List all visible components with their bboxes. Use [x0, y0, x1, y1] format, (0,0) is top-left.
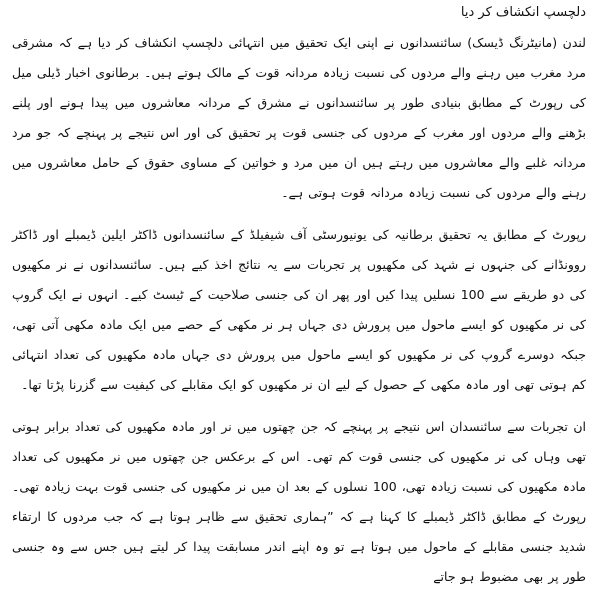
article-paragraph-1: لندن (مانیٹرنگ ڈیسک) سائنسدانوں نے اپنی ایک تحقیق میں انتہائی دلچسپ انکشاف کر دیا ہے کہ مشرقی مرد مغرب میں رہنے والے مردوں کی نسبت زیادہ مردانہ قوت کے مالک ہوتے ہیں۔ برطانوی اخبار ڈیلی میل کی رپورٹ کے مطابق بنیادی طور پر سائنسدانوں نے مشرق کے مردانہ معاشروں میں پیدا ہونے اور پلنے بڑھنے والے مردوں اور مغرب کے مردوں کی جنسی قوت پر تحقیق کی اور اس نتیجے پر پہنچے کہ جو مرد مردانہ غلبے والے معاشروں میں رہتے ہیں ان میں مرد و خواتین کے مساوی حقوق کے حامل معاشروں میں رہنے والے مردوں کی نسبت زیادہ مردانہ قوت ہوتی ہے۔: [12, 35, 586, 200]
article-paragraph-3: ان تجربات سے سائنسدان اس نتیجے پر پہنچے کہ جن چھتوں میں نر اور مادہ مکھیوں کی تعداد برابر ہوتی تھی وہاں کی نر مکھیوں کی جنسی قوت کم تھی۔ اس کے برعکس جن چھتوں میں نر مکھیوں کی تعداد مادہ مکھیوں کی نسبت زیادہ تھی، 100 نسلوں کے بعد ان میں نر مکھیوں کی جنسی قوت بہت زیادہ تھی۔ رپورٹ کے مطابق ڈاکٹر ڈیمبلے کا کہنا ہے کہ ”ہماری تحقیق سے ظاہر ہوتا ہے کہ جب مردوں کا ارتقاء شدید جنسی مقابلے کے ماحول میں ہوتا ہے تو وہ اپنے اندر مسابقت پیدا کر لیتے ہیں جس سے وہ جنسی طور پر بھی مضبوط ہو جاتے: [12, 419, 586, 584]
article-headline: دلچسپ انکشاف کر دیا: [460, 5, 586, 20]
article-paragraph-2: رپورٹ کے مطابق یہ تحقیق برطانیہ کی یونیورسٹی آف شیفیلڈ کے سائنسدانوں ڈاکٹر ایلین ڈیمبلے اور ڈاکٹر روونڈانے کی جنہوں نے شہد کی مکھیوں پر تجربات سے یہ نتائج اخذ کیے ہیں۔ سائنسدانوں نے نر مکھیوں کی دو طریقے سے 100 نسلیں پیدا کیں اور پھر ان کی جنسی صلاحیت کے ٹیسٹ کیے۔ انہوں نے ایک گروپ کی نر مکھیوں کو ایسے ماحول میں پرورش دی جہاں ہر نر مکھی کے حصے میں ایک مادہ مکھی آتی تھی، جبکہ دوسرے گروپ کی نر مکھیوں کو ایسے ماحول میں پرورش دی جہاں مادہ مکھیوں کی تعداد انتہائی کم ہوتی تھی اور مادہ مکھی کے حصول کے لیے ان نر مکھیوں کو ایک مقابلے کی کیفیت سے گزرنا پڑتا تھا۔: [12, 227, 586, 392]
